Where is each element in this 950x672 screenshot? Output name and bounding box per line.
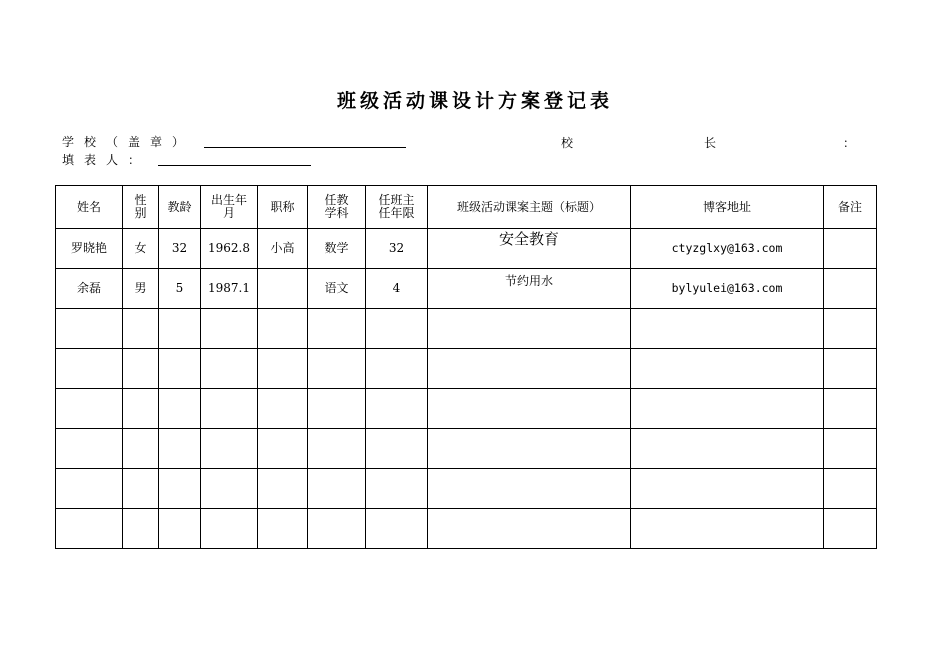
table-row-empty xyxy=(56,509,877,549)
header-birth: 出生年 月 xyxy=(201,186,258,229)
cell-blog: ctyzglxy@163.com xyxy=(631,229,824,269)
registration-table xyxy=(55,185,877,549)
principal-label-char-2: 长 xyxy=(704,136,717,150)
cell-gender: 女 xyxy=(123,229,159,269)
table-row-empty xyxy=(56,349,877,389)
filler-label: 填 表 人 ： xyxy=(62,153,141,167)
cell-blog: bylyulei@163.com xyxy=(631,269,824,309)
cell-name: 罗晓艳 xyxy=(56,229,123,269)
cell-teaching-years: 32 xyxy=(159,229,201,269)
cell-title xyxy=(258,269,308,309)
principal-label-char-1: 校 xyxy=(561,136,574,150)
table-row-empty xyxy=(56,309,877,349)
header-subject: 任教 学科 xyxy=(308,186,366,229)
cell-birth: 1987.1 xyxy=(201,269,258,309)
header-blog: 博客地址 xyxy=(631,186,824,229)
table-header-row xyxy=(56,186,877,229)
cell-topic: 节约用水 xyxy=(428,269,631,309)
cell-remarks xyxy=(824,269,877,309)
header-title: 职称 xyxy=(258,186,308,229)
header-remarks: 备注 xyxy=(824,186,877,229)
cell-teaching-years: 5 xyxy=(159,269,201,309)
cell-subject: 数学 xyxy=(308,229,366,269)
form-title: 班级活动课设计方案登记表 xyxy=(336,90,613,112)
cell-topic: 安全教育 xyxy=(428,229,631,269)
cell-name: 余磊 xyxy=(56,269,123,309)
cell-homeroom-years: 4 xyxy=(366,269,428,309)
table-row-empty xyxy=(56,469,877,509)
school-seal-label: 学 校 （ 盖 章 ） xyxy=(62,135,185,149)
filler-field[interactable] xyxy=(158,165,311,166)
header-teaching-years: 教龄 xyxy=(159,186,201,229)
table-row-empty xyxy=(56,389,877,429)
cell-title: 小高 xyxy=(258,229,308,269)
cell-birth: 1962.8 xyxy=(201,229,258,269)
header-name: 姓名 xyxy=(56,186,123,229)
table-row xyxy=(56,229,877,269)
header-gender: 性 别 xyxy=(123,186,159,229)
header-homeroom-years: 任班主 任年限 xyxy=(366,186,428,229)
cell-homeroom-years: 32 xyxy=(366,229,428,269)
header-topic: 班级活动课案主题（标题） xyxy=(428,186,631,229)
cell-gender: 男 xyxy=(123,269,159,309)
cell-subject: 语文 xyxy=(308,269,366,309)
table-row-empty xyxy=(56,429,877,469)
principal-colon: ： xyxy=(843,136,856,150)
cell-remarks xyxy=(824,229,877,269)
school-seal-field[interactable] xyxy=(204,147,406,148)
table-row xyxy=(56,269,877,309)
